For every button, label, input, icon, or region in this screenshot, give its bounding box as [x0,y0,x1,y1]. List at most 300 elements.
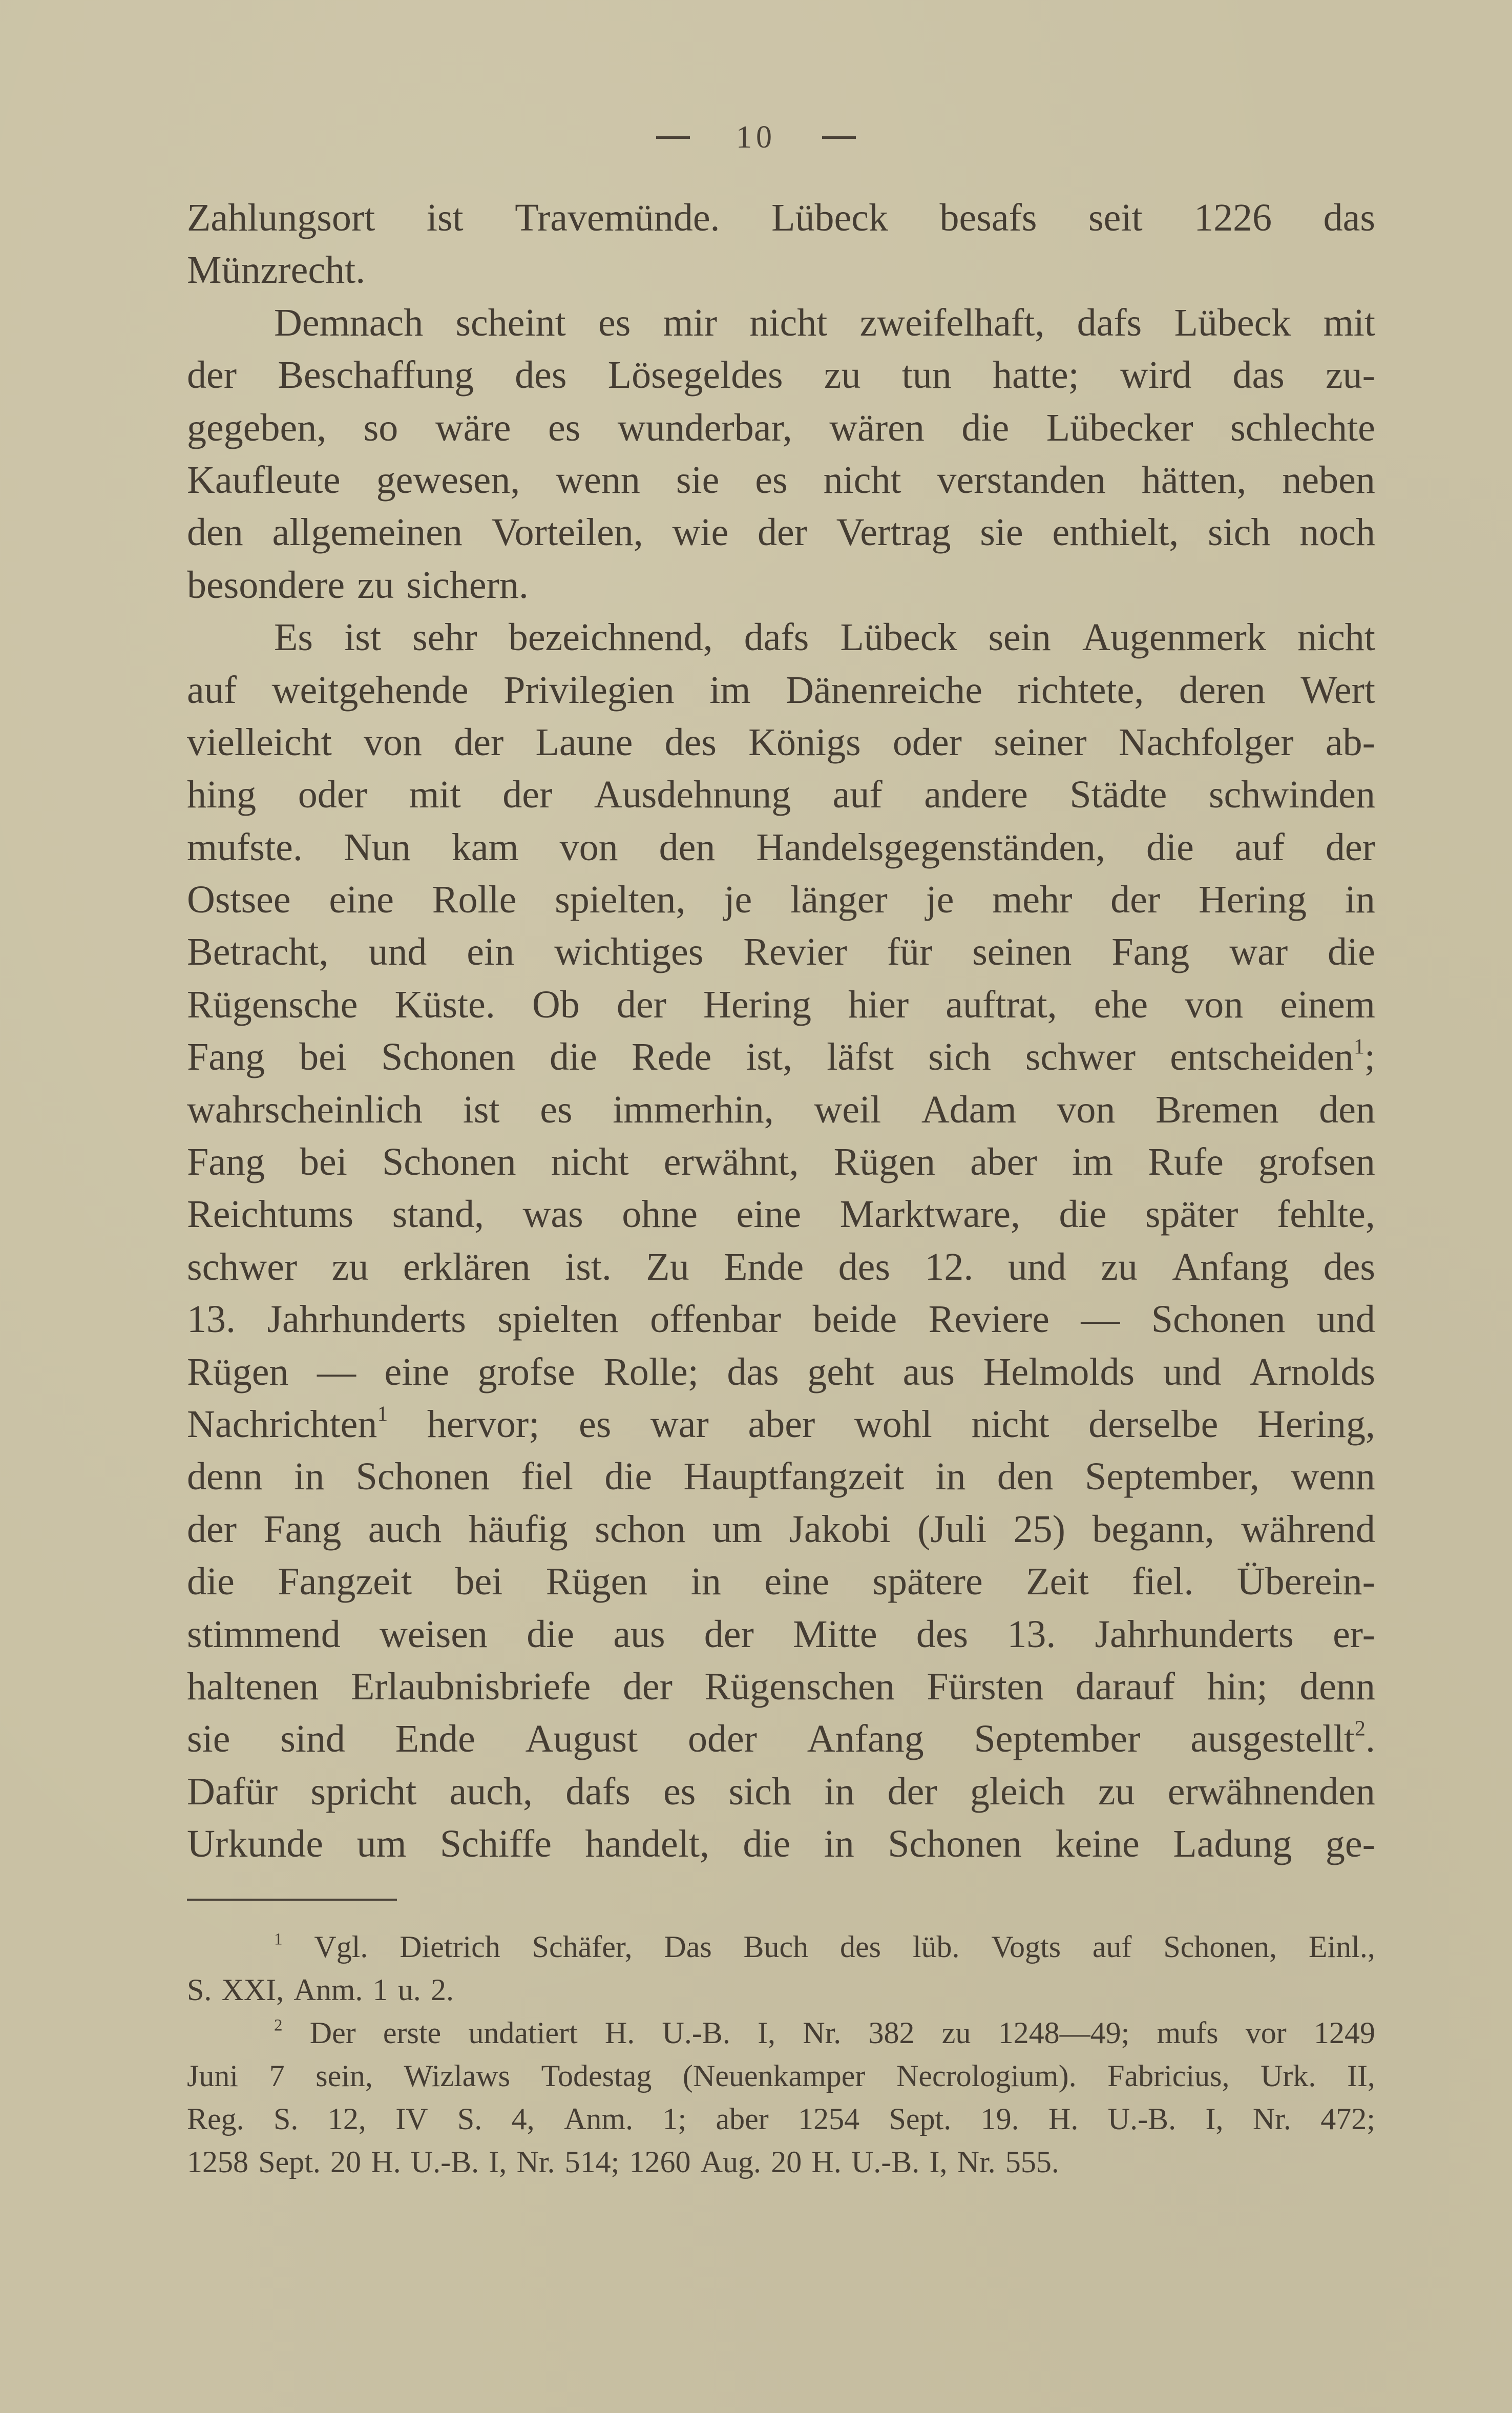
word: ausgestellt$^2$. [1190,1717,1375,1761]
word: ab- [1325,720,1375,764]
word: zu [1098,1770,1135,1813]
word: sich [728,1770,792,1813]
word: Aug. [700,2145,762,2179]
main-text-block [187,192,1375,1870]
word: und [1163,1350,1222,1393]
word: ge- [1325,1822,1375,1866]
word: Rügen [833,1140,936,1184]
word: Lübeck [840,616,957,659]
word: Rufe [1148,1140,1224,1184]
word: Lübecker [1046,406,1193,449]
word: geht [807,1350,875,1393]
word: war [650,1402,709,1446]
word: spätere [872,1560,983,1604]
word: S. [274,2102,299,2136]
word: Nr. [957,2145,996,2179]
word: die [527,1612,575,1656]
word: Nachrichten$^1$ [187,1402,388,1446]
word: fehlte, [1276,1193,1375,1236]
word: 12. [925,1245,974,1288]
body-text-line [187,1346,1375,1398]
page-header [0,112,1512,163]
word: Vgl. [314,1930,368,1964]
word: war [1229,930,1288,974]
word: 1254 [798,2102,860,2136]
word: Bremen [1155,1088,1279,1131]
word: denn [1299,1665,1375,1708]
body-text-line [187,1503,1375,1555]
word: ohne [622,1193,698,1236]
word: Fang [263,1507,342,1551]
word: tun [901,353,952,397]
word: des [1323,1245,1375,1288]
word: Laune [535,720,633,764]
word: entscheiden$^1$; [1170,1035,1375,1079]
word: Küste. [394,983,495,1026]
word: das [1232,353,1285,397]
word: sein [988,616,1051,659]
word: die [187,1560,235,1604]
word: der [187,1507,237,1551]
word: (Neuenkamper [682,2059,866,2093]
word: erklären [403,1245,531,1288]
page-number: 10 [736,119,776,155]
word: sehr [412,616,477,659]
word: die [604,1455,653,1499]
word: wichtiges [554,930,704,974]
word: zu [824,353,861,397]
word: Hauptfangzeit [683,1455,904,1499]
word: der [704,1612,754,1656]
word: es [663,1770,696,1813]
body-text-line [187,1398,1375,1450]
word: Rügensche [187,983,358,1026]
word: I, [489,2145,507,2179]
body-text-line [187,1608,1375,1660]
word: Nr. [1252,2102,1291,2136]
word: von [559,825,618,869]
word: Rolle; [603,1350,699,1393]
body-text-line [187,1450,1375,1503]
header-left-dash [656,136,690,139]
word: Lübeck [1174,301,1291,344]
word: Schonen [381,1035,515,1079]
body-text-line [187,244,1375,296]
word: was [522,1193,583,1236]
body-text-line [187,768,1375,821]
word: mufs [1157,2016,1219,2050]
word: immerhin, [613,1088,774,1131]
word: Fabricius, [1107,2059,1230,2093]
word: es [548,406,581,449]
body-text-line [187,1713,1375,1765]
word: in [935,1455,966,1499]
word: hier [848,983,909,1026]
word: enthielt, [1052,511,1179,554]
word: nicht [749,301,828,344]
word: dafs [744,616,809,659]
word: handelt, [585,1822,710,1866]
word: U.-B. [410,2145,479,2179]
word: Privilegien [503,668,675,712]
word: die [550,1035,597,1079]
word: ist [344,616,381,659]
word: Anfang [1172,1245,1289,1288]
word: seiner [994,720,1087,764]
word: Fang [1111,930,1190,974]
body-text-line [187,1555,1375,1608]
word: je [724,878,752,922]
word: Reg. [187,2102,244,2136]
word: 1258 [187,2145,248,2179]
word: Ladung [1173,1822,1292,1866]
word: Ob [532,983,580,1026]
word: Handelsgegenständen, [756,825,1106,869]
word: Vogts [991,1930,1061,1964]
word: sie [187,1717,230,1761]
footnote-line [187,1925,1375,1968]
word: noch [1299,511,1375,554]
body-text-line [187,611,1375,663]
word: das [727,1350,779,1393]
word: Rügen [545,1560,648,1604]
footnote-line [187,1968,1375,2011]
word: der [887,1770,937,1813]
word [274,2011,283,2054]
word: aber [716,2102,769,2136]
word: im [1072,1140,1114,1184]
word: 514; [564,2145,620,2179]
word: der [758,511,808,554]
word: auf [832,773,883,817]
body-text-line [187,1818,1375,1870]
word: zu [331,1245,369,1288]
word: neben [1282,458,1375,502]
word: und [1316,1298,1375,1341]
word: — [317,1350,356,1393]
word: Juni [187,2059,239,2093]
word: von [364,720,422,764]
word: September, [1084,1455,1259,1499]
word: in [824,1770,855,1813]
word: Zahlungsort [187,196,375,239]
word: andere [924,773,1028,817]
word: Betracht, [187,930,329,974]
word: wenn [556,458,640,502]
word: aus [902,1350,955,1393]
word: 2. [430,1973,454,2007]
body-text-line [187,1293,1375,1345]
word: oder [687,1717,757,1761]
word: gewesen, [376,458,520,502]
word: Sept. [258,2145,321,2179]
word: den [659,825,716,869]
word: H. [604,2016,635,2050]
word: I, [1205,2102,1224,2136]
word: Travemünde. [515,196,720,239]
word: 13. [1007,1612,1056,1656]
word: Erlaubnisbriefe [350,1665,591,1708]
word: der [622,1665,673,1708]
word: derselbe [1088,1402,1219,1446]
word: und [1007,1245,1066,1288]
word: August [525,1717,638,1761]
word: erwähnenden [1167,1770,1375,1813]
word: Einl., [1308,1930,1375,1964]
word: schwer [187,1245,298,1288]
word: des [838,1245,890,1288]
word: nicht [823,458,901,502]
word: Anm. [293,1973,363,2007]
word: Überein- [1236,1560,1375,1604]
word: länger [790,878,888,922]
footnote-marker: 1 [274,1930,283,1949]
word: der [1325,825,1375,869]
word: den [187,511,243,554]
body-text-line [187,1241,1375,1293]
word: 7 [269,2059,285,2093]
word: um [712,1507,762,1551]
word: Augenmerk [1082,616,1266,659]
word: bei [300,1140,347,1184]
word: Helmolds [983,1350,1135,1393]
word: Necrologium). [896,2059,1077,2093]
word: Münzrecht. [187,248,366,292]
word: S. [187,1973,212,2007]
word: schwinden [1208,773,1375,817]
word: aber [748,1402,815,1446]
word: U.-B. [1107,2102,1177,2136]
body-text-line [187,349,1375,401]
body-text-line [187,402,1375,454]
word: Fangzeit [278,1560,412,1604]
word: hätten, [1141,458,1247,502]
word: Arnolds [1250,1350,1375,1393]
word: es [540,1088,573,1131]
word: Schonen [382,1140,516,1184]
word: sie [980,511,1023,554]
body-text-line [187,1765,1375,1818]
word: zu- [1325,353,1375,397]
word: denn [187,1455,263,1499]
body-text-line [187,979,1375,1031]
word: H. [811,2145,842,2179]
word: der [616,983,666,1026]
word: stimmend [187,1612,341,1656]
word: auch [368,1507,442,1551]
word: spricht [310,1770,417,1813]
word: Fürsten [927,1665,1044,1708]
word: Adam [921,1088,1017,1131]
word: Lösegeldes [607,353,783,397]
word: Anfang [807,1717,924,1761]
body-text-line [187,873,1375,926]
word: spielten [497,1298,619,1341]
word: 20 [771,2145,802,2179]
word: Rügenschen [704,1665,895,1708]
word: nicht [1297,616,1375,659]
word: stand, [392,1193,485,1236]
word: erwähnt, [663,1140,799,1184]
word: Vorteilen, [491,511,643,554]
word: verstanden [937,458,1106,502]
word: sein, [316,2059,373,2093]
word: Nr. [516,2145,555,2179]
word: 13. [187,1298,236,1341]
word: Urkunde [187,1822,323,1866]
word: von [1057,1088,1116,1131]
word: Todestag [541,2059,652,2093]
word: Rede [632,1035,712,1079]
word: nicht [971,1402,1049,1446]
body-text-line [187,192,1375,244]
body-text-line [187,1660,1375,1713]
word: in [294,1455,325,1499]
word: bei [299,1035,347,1079]
word: I, [758,2016,776,2050]
word: vielleicht [187,720,332,764]
word: die [1328,930,1375,974]
word: ist. [565,1245,612,1288]
body-text-line [187,454,1375,506]
word: um [356,1822,407,1866]
word: Das [664,1930,712,1964]
word: dafs [1077,301,1142,344]
word: ist [463,1088,500,1131]
word: bei [455,1560,503,1604]
word: seit [1088,196,1143,239]
word: während [1241,1507,1375,1551]
body-text-line [187,926,1375,978]
word: Schonen [888,1822,1022,1866]
word: haltenen [187,1665,319,1708]
body-text-line [187,1136,1375,1188]
word: Reichtums [187,1193,354,1236]
word: nicht [551,1140,629,1184]
word: Der [309,2016,356,2050]
word: Nun [343,825,411,869]
word: richtete, [1017,668,1144,712]
word: hervor; [427,1402,540,1446]
word: mehr [992,878,1073,922]
word: Reviere [928,1298,1049,1341]
word: besondere [187,563,345,607]
word: oder [298,773,367,817]
word: den [997,1455,1054,1499]
word: Dietrich [400,1930,500,1964]
word: einem [1280,983,1375,1026]
word: 472; [1320,2102,1375,2136]
word: auf [1092,1930,1132,1964]
word: ehe [1094,983,1148,1026]
word: eine [384,1350,450,1393]
word: H. [1048,2102,1079,2136]
body-text-line [187,506,1375,558]
word: er- [1333,1612,1375,1656]
word: Wert [1300,668,1375,712]
word: im [709,668,751,712]
word: Wizlaws [404,2059,510,2093]
word: Schonen [355,1455,490,1499]
footnote-line [187,2097,1375,2140]
footnote-line [187,2011,1375,2054]
body-text-line [187,821,1375,873]
word: in [690,1560,721,1604]
word: in [1345,878,1375,922]
word: oder [892,720,962,764]
word: grofse [477,1350,575,1393]
word: wenn [1291,1455,1375,1499]
word: Schäfer, [532,1930,633,1964]
word: Schiffe [439,1822,552,1866]
word: (Juli [917,1507,987,1551]
word: wunderbar, [617,406,792,449]
word: eine [736,1193,802,1236]
body-text-line [187,716,1375,768]
word: Jakobi [789,1507,891,1551]
body-text-line [187,1031,1375,1083]
word: deren [1179,668,1266,712]
word: 1226 [1194,196,1272,239]
word: zu [1101,1245,1138,1288]
word: schlechte [1230,406,1375,449]
word: zu [941,2016,971,2050]
word: schon [595,1507,686,1551]
word: ist [426,196,464,239]
word: beide [812,1298,897,1341]
word: Fang [187,1035,265,1079]
word: ein [467,930,515,974]
word: mufste. [187,825,303,869]
word: die [743,1822,791,1866]
word: IV [395,2102,428,2136]
word: Lübeck [771,196,888,239]
word: Nachfolger [1118,720,1294,764]
word: die [1059,1193,1107,1236]
word: sich [1208,511,1271,554]
word: 19. [980,2102,1019,2136]
word: aus [613,1612,665,1656]
word: 1 [372,1973,388,2007]
word: weitgehende [271,668,469,712]
word: der [454,720,504,764]
word: Buch [743,1930,809,1964]
word: es [755,458,788,502]
word: Sept. [889,2102,952,2136]
word: der [1110,878,1161,922]
body-text-line [187,664,1375,716]
word: auch, [449,1770,533,1813]
word: keine [1055,1822,1140,1866]
word: darauf [1075,1665,1175,1708]
word: fiel [521,1455,573,1499]
word: des [916,1612,969,1656]
word: 20 [330,2145,362,2179]
footnote-line [187,2140,1375,2183]
word: zweifelhaft, [859,301,1045,344]
word: weisen [379,1612,488,1656]
word: auf [1234,825,1285,869]
word: scheint [455,301,566,344]
word: begann, [1092,1507,1214,1551]
word: U.-B. [851,2145,920,2179]
word: lüb. [912,1930,960,1964]
word: Jahrhunderts [267,1298,466,1341]
word: u. [397,1973,421,2007]
word: die [961,406,1010,449]
word: — [1081,1298,1120,1341]
word: Rolle [432,878,517,922]
